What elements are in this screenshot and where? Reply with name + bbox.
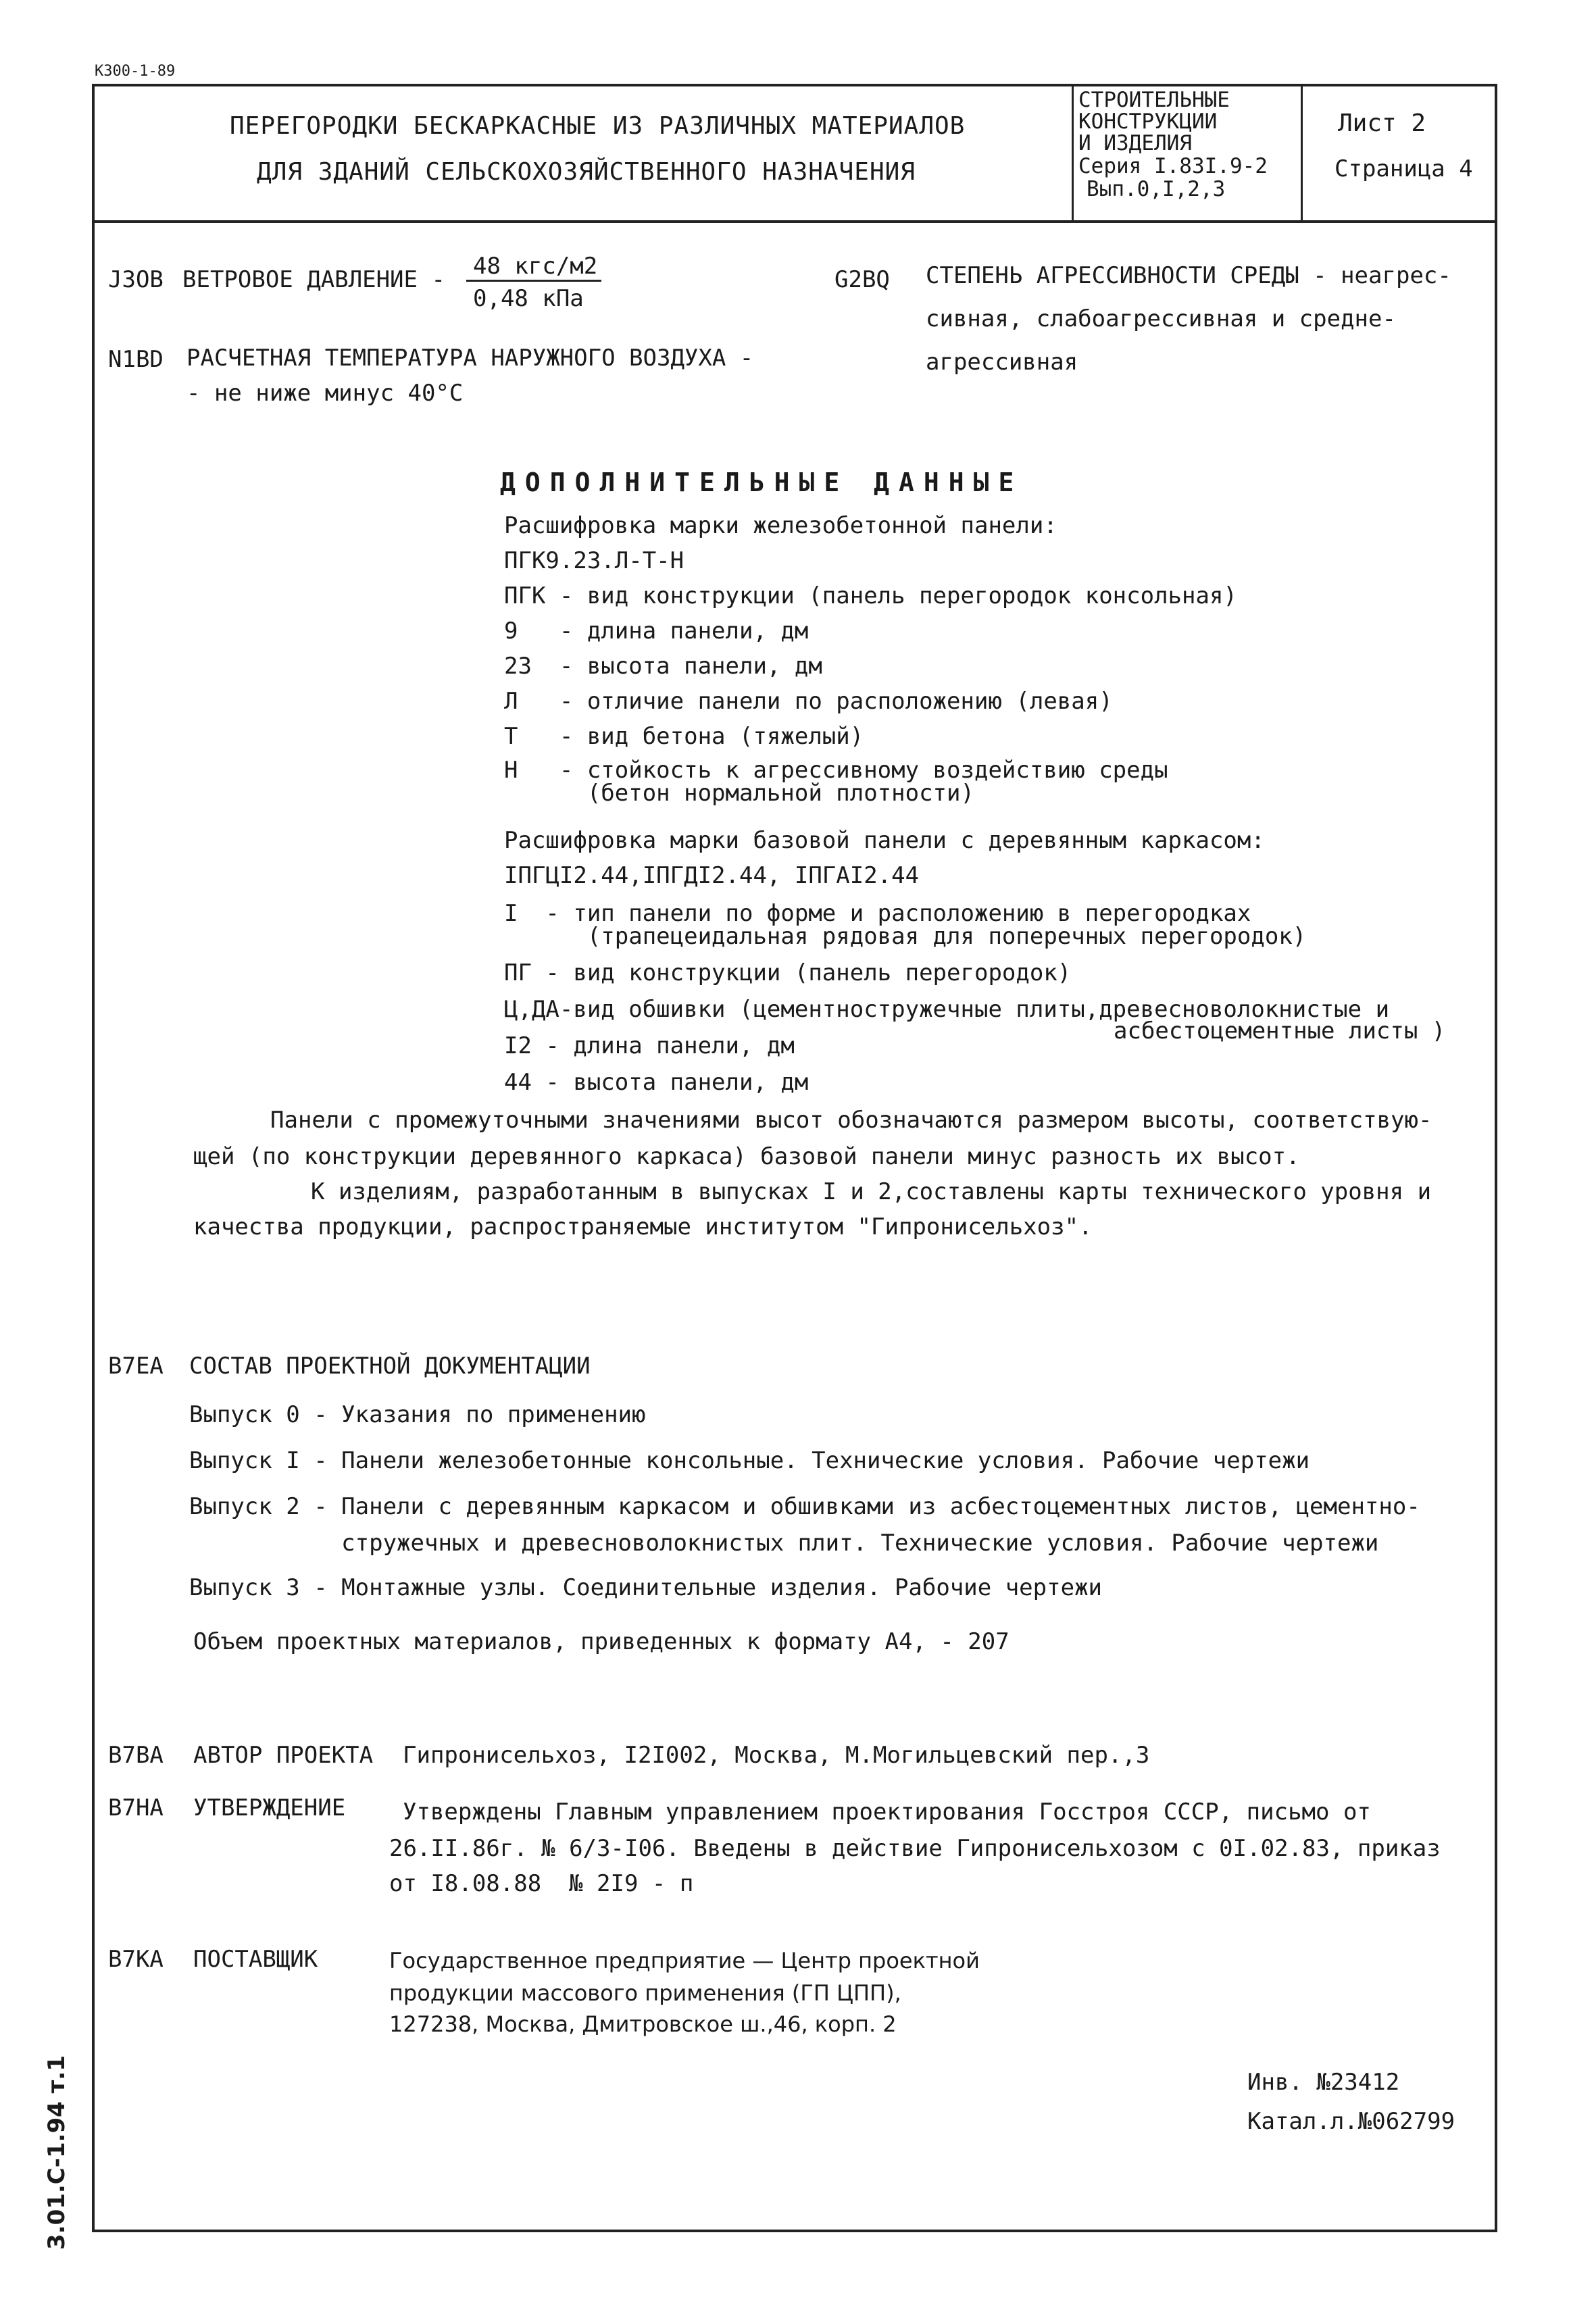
aggressiveness-code: G2ВQ: [834, 266, 890, 293]
header-sheet: Лист 2: [1338, 109, 1426, 137]
approval-line-1: Утверждены Главным управлением проектирования Госстроя СССР, письмо от: [403, 1799, 1371, 1826]
supplier-code: В7КА: [108, 1946, 164, 1973]
wood-panel-item: Ц,ДА-вид обшивки (цементностружечные плиты,древесноволокнистые и: [504, 996, 1390, 1023]
aggressiveness-line-1: СТЕПЕНЬ АГРЕССИВНОСТИ СРЕДЫ - неагрес-: [926, 262, 1451, 289]
rc-panel-mark: ПГК9.23.Л-Т-Н: [504, 547, 684, 574]
rc-panel-item: Л - отличие панели по расположению (левая): [504, 688, 1113, 715]
rc-panel-item: Т - вид бетона (тяжелый): [504, 723, 864, 750]
header-category-line-1: СТРОИТЕЛЬНЫЕ: [1078, 88, 1230, 112]
header-series: Серия I.83I.9-2: [1078, 154, 1268, 178]
paragraph-2-line-2: качества продукции, распространяемые институтом "Гипронисельхоз".: [193, 1213, 1093, 1240]
composition-item: Выпуск 3 - Монтажные узлы. Соединительные изделия. Рабочие чертежи: [189, 1574, 1103, 1601]
paragraph-1-line-2: щей (по конструкции деревянного каркаса) базовой панели минус разность их высот.: [193, 1143, 1300, 1170]
wood-panel-item: ПГ - вид конструкции (панель перегородок): [504, 959, 1072, 986]
author-label: АВТОР ПРОЕКТА: [193, 1742, 374, 1769]
wind-fraction-line: [466, 280, 601, 282]
rc-panel-item: Н - стойкость к агрессивному воздействию среды: [504, 757, 1168, 784]
composition-title: СОСТАВ ПРОЕКТНОЙ ДОКУМЕНТАЦИИ: [189, 1353, 591, 1380]
side-stamp: 3.01.С-1.94 т.1: [43, 2055, 70, 2250]
approval-code: В7НА: [108, 1794, 164, 1821]
header-issues: Вып.0,I,2,3: [1087, 177, 1226, 201]
supplier-line-3: 127238, Москва, Дмитровское ш.,46, корп. 2: [389, 2011, 897, 2037]
rc-panel-item: 9 - длина панели, дм: [504, 618, 809, 645]
temp-label: РАСЧЕТНАЯ ТЕМПЕРАТУРА НАРУЖНОГО ВОЗДУХА -: [186, 345, 754, 372]
approval-line-2: 26.II.86г. № 6/3-I06. Введены в действие Гипронисельхозом с 0I.02.83, приказ: [389, 1835, 1441, 1862]
approval-line-3: от I8.08.88 № 2I9 - п: [389, 1870, 694, 1897]
wood-panel-item-tail: асбестоцементные листы ): [1114, 1017, 1446, 1045]
header-divider: [92, 220, 1497, 223]
header-category-line-2: КОНСТРУКЦИИ: [1078, 109, 1218, 134]
header-title-line-1: ПЕРЕГОРОДКИ БЕСКАРКАСНЫЕ ИЗ РАЗЛИЧНЫХ МАТЕРИАЛОВ: [230, 112, 966, 140]
header-divider-vertical-1: [1072, 84, 1074, 222]
inventory-number: Инв. №23412: [1247, 2069, 1400, 2096]
supplier-line-2: продукции массового применения (ГП ЦПП),: [389, 1980, 901, 2006]
wind-code: J3ОВ: [108, 266, 164, 293]
wood-panel-title: Расшифровка марки базовой панели с деревянным каркасом:: [504, 827, 1265, 854]
temp-code: N1ВD: [108, 346, 164, 373]
composition-item: Выпуск I - Панели железобетонные консольные. Технические условия. Рабочие чертежи: [189, 1447, 1310, 1474]
wind-value-bottom: 0,48 кПа: [473, 285, 584, 312]
rc-panel-item: ПГК - вид конструкции (панель перегородок консольная): [504, 582, 1237, 609]
wood-panel-item: I - тип панели по форме и расположению в перегородках: [504, 900, 1251, 927]
header-divider-vertical-2: [1301, 84, 1303, 222]
additional-data-heading: ДОПОЛНИТЕЛЬНЫЕ ДАННЫЕ: [500, 468, 1024, 497]
composition-item: Выпуск 0 - Указания по применению: [189, 1401, 646, 1428]
supplier-line-1: Государственное предприятие — Центр проектной: [389, 1948, 980, 1973]
rc-panel-item: 23 - высота панели, дм: [504, 653, 822, 680]
supplier-label: ПОСТАВЩИК: [193, 1946, 318, 1973]
approval-label: УТВЕРЖДЕНИЕ: [193, 1794, 346, 1821]
wood-panel-item: 44 - высота панели, дм: [504, 1069, 809, 1096]
catalog-number: Катал.л.№062799: [1247, 2108, 1455, 2135]
temp-value: - не ниже минус 40°С: [186, 380, 464, 407]
wind-label: ВЕТРОВОЕ ДАВЛЕНИЕ -: [182, 266, 445, 293]
author-code: В7ВА: [108, 1742, 164, 1769]
composition-item: Выпуск 2 - Панели с деревянным каркасом и обшивками из асбестоцементных листов, цементно-: [189, 1493, 1420, 1520]
paragraph-1-line-1: Панели с промежуточными значениями высот обозначаются размером высоты, соответствую-: [270, 1107, 1432, 1134]
aggressiveness-line-3: агрессивная: [926, 349, 1078, 376]
wood-panel-item: (трапецеидальная рядовая для поперечных перегородок): [504, 923, 1307, 950]
aggressiveness-line-2: сивная, слабоагрессивная и средне-: [926, 305, 1396, 332]
rc-panel-title: Расшифровка марки железобетонной панели:: [504, 512, 1057, 539]
author-value: Гипронисельхоз, I2I002, Москва, М.Могильцевский пер.,3: [403, 1742, 1150, 1769]
paragraph-2-line-1: К изделиям, разработанным в выпусках I и 2,составлены карты технического уровня и: [311, 1178, 1432, 1205]
wind-value-top: 48 кгс/м2: [473, 253, 598, 280]
header-title-line-2: ДЛЯ ЗДАНИЙ СЕЛЬСКОХОЗЯЙСТВЕННОГО НАЗНАЧЕНИЯ: [257, 158, 916, 186]
rc-panel-item: (бетон нормальной плотности): [504, 780, 974, 807]
composition-code: В7ЕА: [108, 1353, 164, 1380]
composition-volume: Объем проектных материалов, приведенных к формату А4, - 207: [193, 1628, 1009, 1655]
wood-panel-item: I2 - длина панели, дм: [504, 1032, 795, 1059]
header-category-line-3: И ИЗДЕЛИЯ: [1078, 131, 1192, 155]
composition-item: стружечных и древесноволокнистых плит. Технические условия. Рабочие чертежи: [189, 1530, 1379, 1557]
document-code: К300-1-89: [95, 63, 176, 80]
header-page: Страница 4: [1335, 155, 1473, 182]
wood-panel-marks: IПГЦI2.44,IПГДI2.44, IПГАI2.44: [504, 862, 920, 889]
